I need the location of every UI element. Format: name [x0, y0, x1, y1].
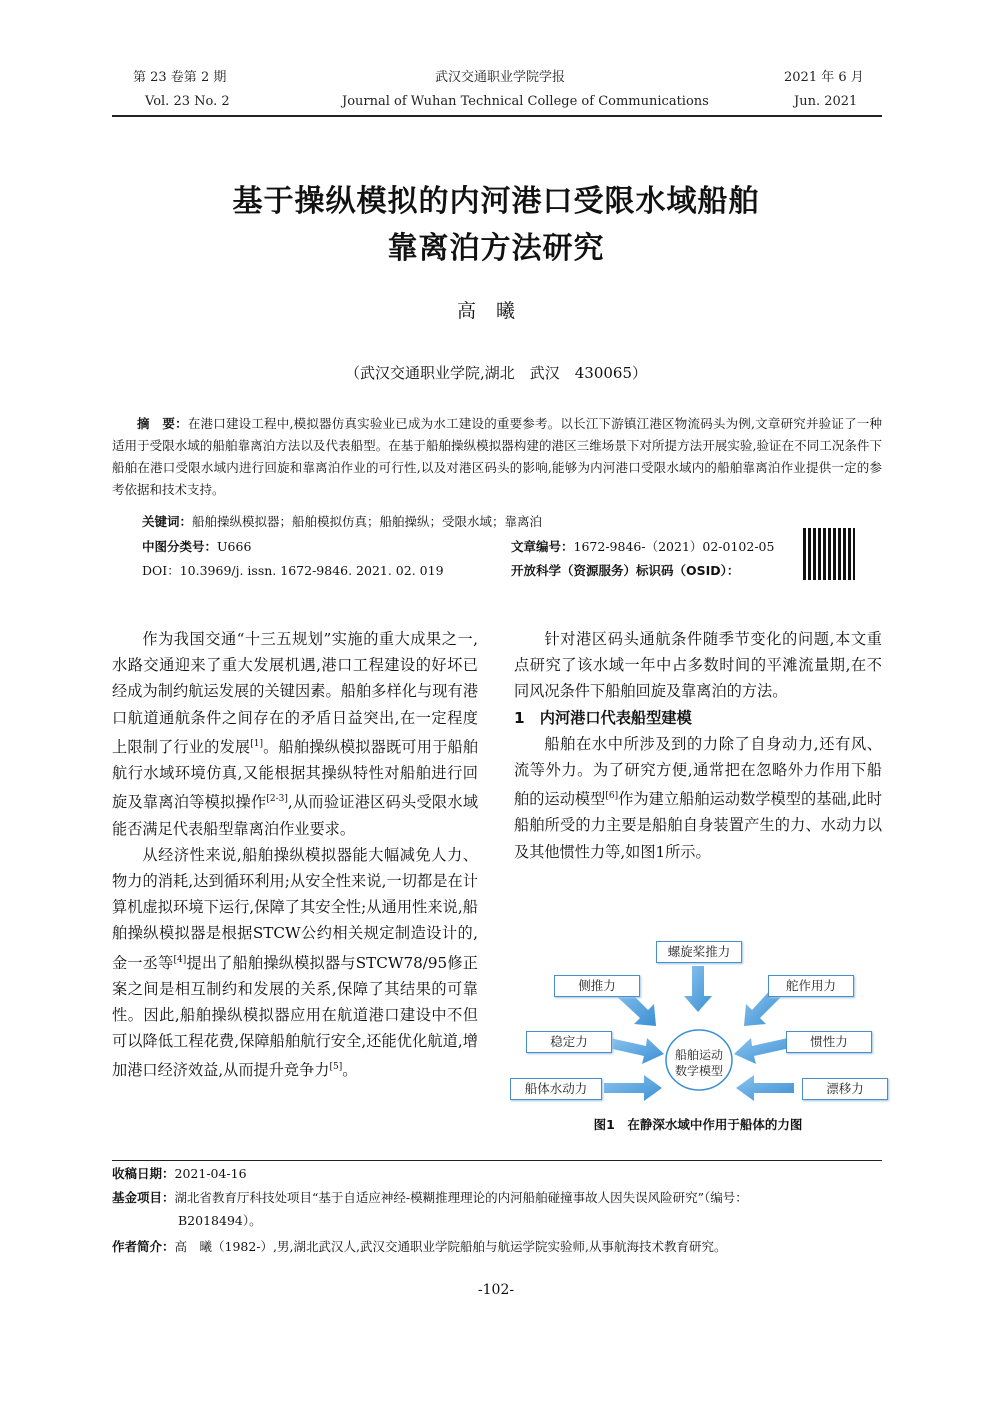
figure-1: [506, 930, 892, 1110]
qr-code-icon: [803, 528, 855, 580]
paragraph-intro-a: 作为我国交通“十三五规划”实施的重大成果之一,水路交通迎来了重大发展机遇,港口工程建设的好坏已经成为制约航运发展的关键因素。船舶多样化与现有港口航道通航条件之间存在的矛盾日益突出,在一定程度上限制了行业的发展: [112, 630, 478, 756]
page-number: -102-: [477, 1282, 515, 1298]
clc-number: [142, 537, 251, 555]
citation-5: [5]: [329, 1062, 343, 1073]
paragraph-forces-a: 船舶在水中所涉及到的力除了自身动力,还有风、流等外力。为了研究方便,通常把在忽略外力作用下船舶的运动模型: [514, 734, 882, 809]
paragraph-forces-b: 作为建立船舶运动数学模型的基础,此时船舶所受的力主要是船舶自身装置产生的力、水动力以及其他惯性力等,如图1所示。: [514, 790, 883, 861]
paragraph-research-focus: 针对港区码头通航条件随季节变化的问题,本文重点研究了该水域一年中占多数时间的平滩流量期,在不同风况条件下船舶回旋及靠离泊的方法。: [514, 630, 882, 701]
arrow-low-right: [736, 1075, 794, 1101]
fund-label: 基金项目：: [112, 1190, 175, 1205]
citation-2-3: [2-3]: [266, 794, 288, 805]
affiliation: （武汉交通职业学院,湖北 武汉 430065）: [344, 364, 648, 382]
fund-text: 湖北省教育厅科技处项目“基于自适应神经-模糊推理理论的内河船舶碰撞事故人因失误风险研究”（编号：: [174, 1190, 748, 1205]
keywords-text: 船舶操纵模拟器；船舶模拟仿真；船舶操纵；受限水域；靠离泊: [192, 514, 543, 529]
article-number-text: 1672-9846-（2021）02-0102-05: [573, 539, 775, 554]
paragraph-economy: [112, 842, 478, 1084]
section-heading-1: 1 内河港口代表船型建模: [514, 708, 692, 727]
received-date: 2021-04-16: [174, 1166, 247, 1181]
keywords: [142, 512, 542, 530]
footnote-fund: [112, 1187, 882, 1209]
center-label-line-1: 船舶运动: [674, 1048, 724, 1062]
keywords-label: 关键词：: [142, 514, 193, 529]
left-column: [112, 626, 478, 1084]
journal-name-cn: 武汉交通职业学院学报: [435, 70, 566, 85]
paragraph-economy-a: 从经济性来说,船舶操纵模拟器能大幅减免人力、物力的消耗,达到循环利用;从安全性来说,一切都是在计算机虚拟环境下运行,保障了其安全性;从通用性来说,船舶操纵模拟器是根据STCW公约相关规定制造设计的,金一丞等: [112, 845, 478, 972]
article-number: [511, 537, 774, 555]
volume-issue-en: Vol. 23 No. 2: [145, 94, 230, 109]
center-label-line-2: 数学模型: [674, 1064, 724, 1078]
footnote-author-bio: [112, 1236, 882, 1258]
date-en: Jun. 2021: [794, 94, 858, 109]
abstract-label: 摘 要：: [137, 416, 188, 431]
author-name: 高曦: [456, 300, 535, 322]
bio-label: 作者简介：: [112, 1239, 175, 1254]
paragraph-intro-c: ,从而验证港区码头受限水域能否满足代表船型靠离泊作业要求。: [112, 793, 479, 838]
arrow-low-left: [604, 1075, 662, 1101]
abstract-text: 在港口建设工程中,模拟器仿真实验业已成为水工建设的重要参考。以长江下游镇江港区物流码头为例,文章研究并验证了一种适用于受限水域的船舶靠离泊方法以及代表船型。在基于船舶操纵模拟器构建的港区三维场景下对所提方法开展实验,验证在不同工况条件下船舶在港口受限水域内进行回旋和靠离泊作业的可行性,以及对港区码头的影响,能够为内河港口受限水域内的船舶靠离泊作业提供一定的参考依据和技术支持。: [112, 416, 882, 497]
arrow-mid-right: [734, 1038, 790, 1064]
citation-6: [6]: [605, 791, 619, 802]
force-label-side-thrust: 侧推力: [554, 975, 640, 997]
bio-text: 高 曦（1982-）,男,湖北武汉人,武汉交通职业学院船舶与航运学院实验师,从事航海技术教育研究。: [174, 1239, 727, 1254]
citation-1: [1]: [250, 738, 263, 749]
abstract: [112, 413, 882, 501]
paragraph-forces: [514, 731, 882, 865]
received-label: 收稿日期：: [112, 1166, 175, 1181]
title-line-2: 靠离泊方法研究: [387, 231, 605, 266]
force-label-stabilizing: 稳定力: [526, 1031, 612, 1053]
title-line-1: 基于操纵模拟的内河港口受限水域船舶: [232, 184, 760, 219]
paragraph-intro: [112, 626, 478, 842]
clc-text: U666: [217, 539, 252, 554]
header-rule: [112, 115, 882, 117]
paragraph-economy-c: 。: [342, 1061, 358, 1080]
force-label-propeller-thrust: 螺旋桨推力: [656, 941, 742, 963]
force-label-rudder: 舵作用力: [768, 975, 854, 997]
force-label-drift: 漂移力: [802, 1078, 888, 1100]
footnote-received: [112, 1163, 882, 1185]
fund-text-continued: B2018494）。: [178, 1213, 262, 1228]
paragraph-intro-b: 。船舶操纵模拟器既可用于船舶航行水域环境仿真,又能根据其操纵特性对船舶进行回旋及靠离泊等模拟操作: [112, 737, 479, 812]
arrow-top: [684, 966, 712, 1012]
osid-label: 开放科学（资源服务）标识码（OSID）：: [511, 563, 740, 578]
right-column: [514, 626, 882, 865]
force-label-hull-hydrodynamic: 船体水动力: [510, 1078, 602, 1100]
journal-name-en: Journal of Wuhan Technical College of Communications: [342, 94, 709, 109]
date-cn: 2021 年 6 月: [784, 70, 864, 85]
footnote-rule: [112, 1160, 882, 1161]
citation-4: [4]: [173, 954, 187, 965]
article-number-label: 文章编号：: [511, 539, 574, 554]
arrow-mid-left: [608, 1038, 664, 1064]
force-label-inertial: 惯性力: [786, 1031, 872, 1053]
doi: DOI：10.3969/j. issn. 1672-9846. 2021. 02. 019: [142, 563, 444, 578]
paragraph-economy-b: 提出了船舶操纵模拟器与STCW78/95修正案之间是相互制约和发展的关系,保障了其结果的可靠性。因此,船舶操纵模拟器应用在航道港口建设中不但可以降低工程花费,保障船舶航行安全,还能优化航道,增加港口经济效益,从而提升竞争力: [112, 953, 478, 1080]
volume-issue-cn: 第 23 卷第 2 期: [133, 70, 227, 85]
figure-1-caption: 图1 在静深水域中作用于船体的力图: [593, 1117, 803, 1132]
clc-label: 中图分类号：: [142, 539, 218, 554]
